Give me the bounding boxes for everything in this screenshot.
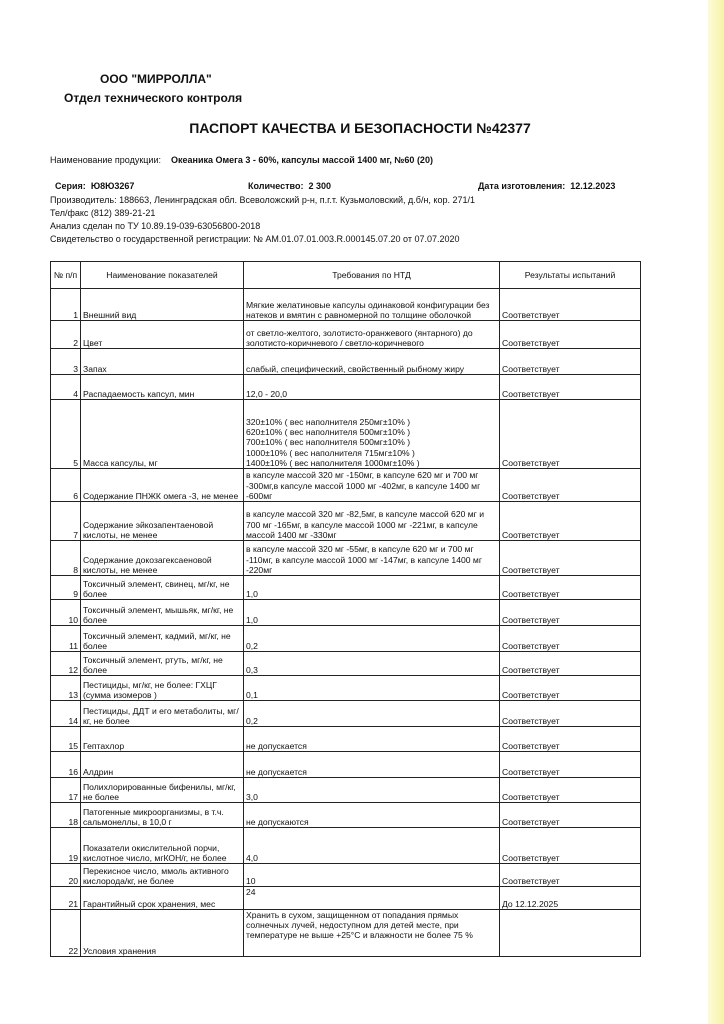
requirement: 12,0 - 20,0 — [244, 375, 500, 400]
test-result: Соответствует — [500, 576, 641, 600]
row-number: 11 — [51, 626, 81, 652]
requirement: Мягкие желатиновые капсулы одинаковой конфигурации без натеков и вмятин с равномерной по толщине оболочкой — [244, 289, 500, 321]
requirement: 0,2 — [244, 701, 500, 727]
test-result — [500, 910, 641, 957]
row-number: 14 — [51, 701, 81, 727]
test-result: Соответствует — [500, 701, 641, 727]
table-row — [51, 541, 641, 576]
table-row — [51, 803, 641, 828]
row-number: 13 — [51, 676, 81, 701]
quantity-value: 2 300 — [308, 181, 331, 191]
organization-name: ООО "МИРРОЛЛА" — [100, 72, 212, 86]
header-results: Результаты испытаний — [500, 262, 641, 289]
table-row — [51, 778, 641, 803]
test-result: Соответствует — [500, 502, 641, 541]
row-number: 18 — [51, 803, 81, 828]
test-result: Соответствует — [500, 752, 641, 778]
phone-fax: Тел/факс (812) 389-21-21 — [50, 208, 156, 218]
row-number: 4 — [51, 375, 81, 400]
indicator-name: Пестициды, мг/кг, не более: ГХЦГ (сумма изомеров ) — [81, 676, 244, 701]
table-row — [51, 910, 641, 957]
row-number: 12 — [51, 652, 81, 676]
requirement: в капсуле массой 320 мг -82,5мг, в капсуле массой 620 мг и 700 мг -165мг, в капсуле массой 1000 мг -221мг, в капсуле массой 1400 мг -330мг — [244, 502, 500, 541]
indicator-name: Пестициды, ДДТ и его метаболиты, мг/кг, не более — [81, 701, 244, 727]
manufacture-date-field: Дата изготовления: 12.12.2023 — [478, 181, 616, 191]
indicator-name: Масса капсулы, мг — [81, 400, 244, 469]
header-requirements: Требования по НТД — [244, 262, 500, 289]
requirement: 1,0 — [244, 576, 500, 600]
indicator-name: Гептахлор — [81, 727, 244, 752]
indicator-name: Содержание эйкозапентаеновой кислоты, не менее — [81, 502, 244, 541]
table-row — [51, 349, 641, 375]
row-number: 6 — [51, 469, 81, 502]
indicator-name: Условия хранения — [81, 910, 244, 957]
row-number: 20 — [51, 864, 81, 887]
table-row — [51, 469, 641, 502]
test-result: Соответствует — [500, 321, 641, 349]
table-row — [51, 626, 641, 652]
indicator-name: Токсичный элемент, ртуть, мг/кг, не более — [81, 652, 244, 676]
test-result: Соответствует — [500, 864, 641, 887]
indicator-name: Алдрин — [81, 752, 244, 778]
producer-address: Производитель: 188663, Ленинградская обл. Всеволожский р-н, п.г.т. Кузьмоловский, д.б/н, кор. 271/1 — [50, 195, 476, 205]
requirement: не допускаются — [244, 803, 500, 828]
row-number: 22 — [51, 910, 81, 957]
row-number: 2 — [51, 321, 81, 349]
page-edge-tint — [708, 0, 724, 1024]
requirement: слабый, специфический, свойственный рыбному жиру — [244, 349, 500, 375]
indicator-name: Токсичный элемент, кадмий, мг/кг, не более — [81, 626, 244, 652]
requirement: 0,1 — [244, 676, 500, 701]
table-body — [51, 289, 641, 957]
requirement: 0,3 — [244, 652, 500, 676]
indicator-name: Патогенные микроорганизмы, в т.ч. сальмонеллы, в 10,0 г — [81, 803, 244, 828]
indicator-name: Гарантийный срок хранения, мес — [81, 887, 244, 910]
product-value: Океаника Омега 3 - 60%, капсулы массой 1400 мг, №60 (20) — [171, 155, 433, 165]
table-row — [51, 576, 641, 600]
table-row — [51, 400, 641, 469]
row-number: 19 — [51, 828, 81, 864]
indicator-name: Содержание докозагексаеновой кислоты, не менее — [81, 541, 244, 576]
table-row — [51, 289, 641, 321]
table-row — [51, 652, 641, 676]
document-title: ПАСПОРТ КАЧЕСТВА И БЕЗОПАСНОСТИ №42377 — [189, 120, 531, 136]
table-row — [51, 828, 641, 864]
requirement: от светло-желтого, золотисто-оранжевого (янтарного) до золотисто-коричневого / светло-коричневого — [244, 321, 500, 349]
requirement: 4,0 — [244, 828, 500, 864]
requirement: в капсуле массой 320 мг -55мг, в капсуле 620 мг и 700 мг -110мг, в капсуле массой 1000 мг -147мг, в капсуле 1400 мг -220мг — [244, 541, 500, 576]
test-result: Соответствует — [500, 375, 641, 400]
test-result: Соответствует — [500, 828, 641, 864]
indicator-name: Показатели окислительной порчи, кислотное число, мгКОН/г, не более — [81, 828, 244, 864]
indicator-name: Цвет — [81, 321, 244, 349]
table-row — [51, 502, 641, 541]
requirement: не допускается — [244, 752, 500, 778]
table-row — [51, 600, 641, 626]
table-row — [51, 676, 641, 701]
row-number: 8 — [51, 541, 81, 576]
indicator-name: Содержание ПНЖК омега -3, не менее — [81, 469, 244, 502]
test-result: Соответствует — [500, 652, 641, 676]
requirement: 0,2 — [244, 626, 500, 652]
row-number: 16 — [51, 752, 81, 778]
indicator-name: Токсичный элемент, мышьяк, мг/кг, не более — [81, 600, 244, 626]
requirement: 10 — [244, 864, 500, 887]
product-label: Наименование продукции: — [50, 155, 161, 165]
row-number: 10 — [51, 600, 81, 626]
test-result: Соответствует — [500, 803, 641, 828]
row-number: 15 — [51, 727, 81, 752]
requirement: 1,0 — [244, 600, 500, 626]
table-row — [51, 375, 641, 400]
row-number: 1 — [51, 289, 81, 321]
table-header-row — [51, 262, 641, 289]
row-number: 9 — [51, 576, 81, 600]
indicator-name: Полихлорированные бифенилы, мг/кг, не более — [81, 778, 244, 803]
table-row — [51, 727, 641, 752]
table-row — [51, 864, 641, 887]
requirement: не допускается — [244, 727, 500, 752]
requirement: в капсуле массой 320 мг -150мг, в капсуле 620 мг и 700 мг -300мг,в капсуле массой 1000 мг -402мг, в капсуле 1400 мг -600мг — [244, 469, 500, 502]
row-number: 3 — [51, 349, 81, 375]
product-line — [50, 155, 433, 165]
row-number: 21 — [51, 887, 81, 910]
test-result: Соответствует — [500, 469, 641, 502]
table-row — [51, 752, 641, 778]
header-indicator: Наименование показателей — [81, 262, 244, 289]
indicator-name: Токсичный элемент, свинец, мг/кг, не более — [81, 576, 244, 600]
header-number: № п/п — [51, 262, 81, 289]
test-result: Соответствует — [500, 349, 641, 375]
manufacture-date-value: 12.12.2023 — [570, 181, 616, 191]
indicator-name: Перекисное число, ммоль активного кислорода/кг, не более — [81, 864, 244, 887]
indicator-name: Распадаемость капсул, мин — [81, 375, 244, 400]
row-number: 7 — [51, 502, 81, 541]
table-row — [51, 321, 641, 349]
analysis-standard: Анализ сделан по ТУ 10.89.19-039-63056800-2018 — [50, 221, 261, 231]
row-number: 5 — [51, 400, 81, 469]
row-number: 17 — [51, 778, 81, 803]
test-result: Соответствует — [500, 626, 641, 652]
test-result: Соответствует — [500, 600, 641, 626]
test-result: Соответствует — [500, 541, 641, 576]
test-result: Соответствует — [500, 778, 641, 803]
requirement: 320±10% ( вес наполнителя 250мг±10% ) 620±10% ( вес наполнителя 500мг±10% ) 700±10% ( вес наполнителя 500мг±10% ) 1000±10% ( вес наполнителя 715мг±10% ) 1400±10% ( вес наполнителя 1000мг±10% ) — [244, 400, 500, 469]
table-row — [51, 887, 641, 910]
requirement: Хранить в сухом, защищенном от попадания прямых солнечных лучей, недоступном для детей месте, при температуре не выше +25°С и влажности не более 75 % — [244, 910, 500, 957]
quality-table — [50, 261, 641, 957]
test-result: Соответствует — [500, 400, 641, 469]
series-value: Ю8Ю3267 — [90, 181, 135, 191]
indicator-name: Запах — [81, 349, 244, 375]
registration-certificate: Свидетельство о государственной регистрации: № AM.01.07.01.003.R.000145.07.20 от 07.07.2020 — [50, 234, 460, 244]
requirement: 3,0 — [244, 778, 500, 803]
series-field: Серия: Ю8Ю3267 — [55, 181, 135, 191]
department-name: Отдел технического контроля — [64, 91, 243, 105]
test-result: Соответствует — [500, 727, 641, 752]
test-result: Соответствует — [500, 676, 641, 701]
test-result: Соответствует — [500, 289, 641, 321]
requirement: 24 — [244, 887, 500, 910]
test-result: До 12.12.2025 — [500, 887, 641, 910]
table-row — [51, 701, 641, 727]
quantity-field: Количество: 2 300 — [248, 181, 331, 191]
indicator-name: Внешний вид — [81, 289, 244, 321]
